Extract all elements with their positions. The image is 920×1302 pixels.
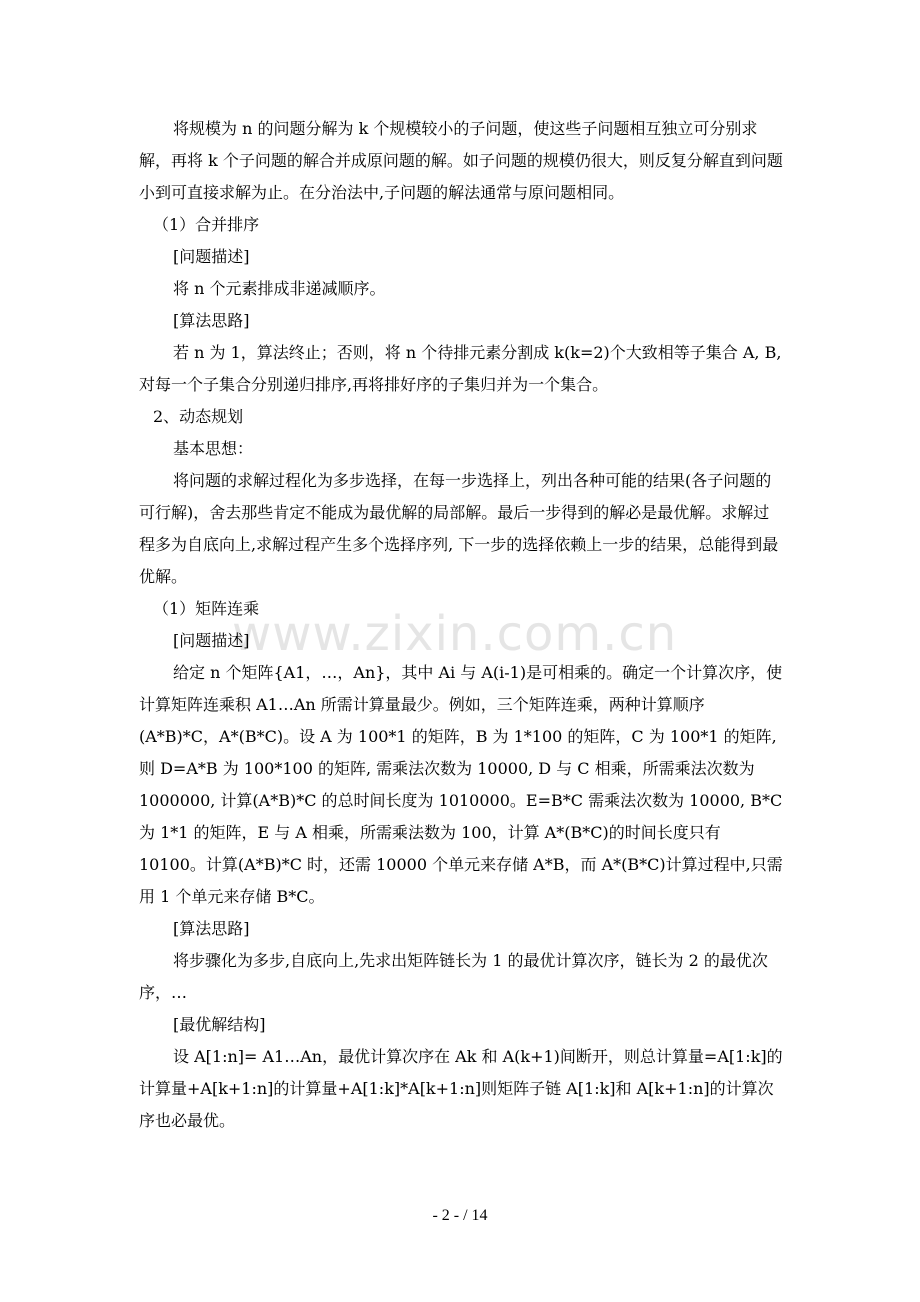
paragraph-dp-basic-idea: 将问题的求解过程化为多步选择，在每一步选择上，列出各种可能的结果(各子问题的可行解)，舍去那些肯定不能成为最优解的局部解。最后一步得到的解必是最优解。求解过程多为自底向上,求解过程产生多个选择序列, 下一步的选择依赖上一步的结果，总能得到最优解。 [139, 471, 779, 586]
paragraph-merge-sort-problem: 将 n 个元素排成非递减顺序。 [173, 279, 386, 298]
paragraph-matrix-chain-algorithm: 将步骤化为多步,自底向上,先求出矩阵链长为 1 的最优计算次序，链长为 2 的最优次序，… [139, 951, 768, 1002]
label-optimal-structure: [最优解结构] [173, 1015, 266, 1034]
label-problem-description: [问题描述] [173, 631, 250, 650]
label-algorithm-idea: [算法思路] [173, 919, 250, 938]
paragraph-matrix-chain-problem: 给定 n 个矩阵{A1，…，An}，其中 Ai 与 A(i-1)是可相乘的。确定一个计算次序，使计算矩阵连乘积 A1…An 所需计算量最少。例如，三个矩阵连乘，两种计算顺序(A*B)*C，A*(B*C)。设 A 为 100*1 的矩阵，B 为 1*100 的矩阵，C 为 100*1 的矩阵, 则 D=A*B 为 100*100 的矩阵, 需乘法次数为 10000, D 与 C 相乘，所需乘法次数为 1000000, 计算(A*B)*C 的总时间长度为 1010000。E=B*C 需乘法次数为 10000, B*C 为 1*1 的矩阵，E 与 A 相乘，所需乘法数为 100，计算 A*(B*C)的时间长度只有 10100。计算(A*B)*C 时，还需 10000 个单元来存储 A*B，而 A*(B*C)计算过程中,只需用 1 个单元来存储 B*C。 [139, 663, 783, 906]
heading-dynamic-programming: 2、动态规划 [153, 407, 244, 426]
label-algorithm-idea: [算法思路] [173, 311, 250, 330]
paragraph-intro: 将规模为 n 的问题分解为 k 个规模较小的子问题，使这些子问题相互独立可分别求解，再将 k 个子问题的解合并成原问题的解。如子问题的规模仍很大，则反复分解直到问题小到可直接求解为止。在分治法中,子问题的解法通常与原问题相同。 [139, 119, 783, 202]
heading-matrix-chain: （1）矩阵连乘 [153, 599, 260, 618]
page-number: - 2 - / 14 [432, 1207, 488, 1224]
paragraph-merge-sort-algorithm: 若 n 为 1，算法终止；否则，将 n 个待排元素分割成 k(k=2)个大致相等子集合 A, B, 对每一个子集合分别递归排序,再将排好序的子集归并为一个集合。 [139, 343, 782, 394]
paragraph-optimal-structure: 设 A[1:n]= A1…An，最优计算次序在 Ak 和 A(k+1)间断开，则总计算量=A[1:k]的计算量+A[k+1:n]的计算量+A[1:k]*A[k+1:n]则矩阵子链 A[1:k]和 A[k+1:n]的计算次序也必最优。 [139, 1047, 783, 1130]
watermark: www.zixin.com.cn [232, 606, 678, 662]
label-problem-description: [问题描述] [173, 247, 250, 266]
heading-merge-sort: （1）合并排序 [153, 215, 260, 234]
body-text [139, 113, 784, 1137]
label-basic-idea: 基本思想： [173, 439, 254, 458]
